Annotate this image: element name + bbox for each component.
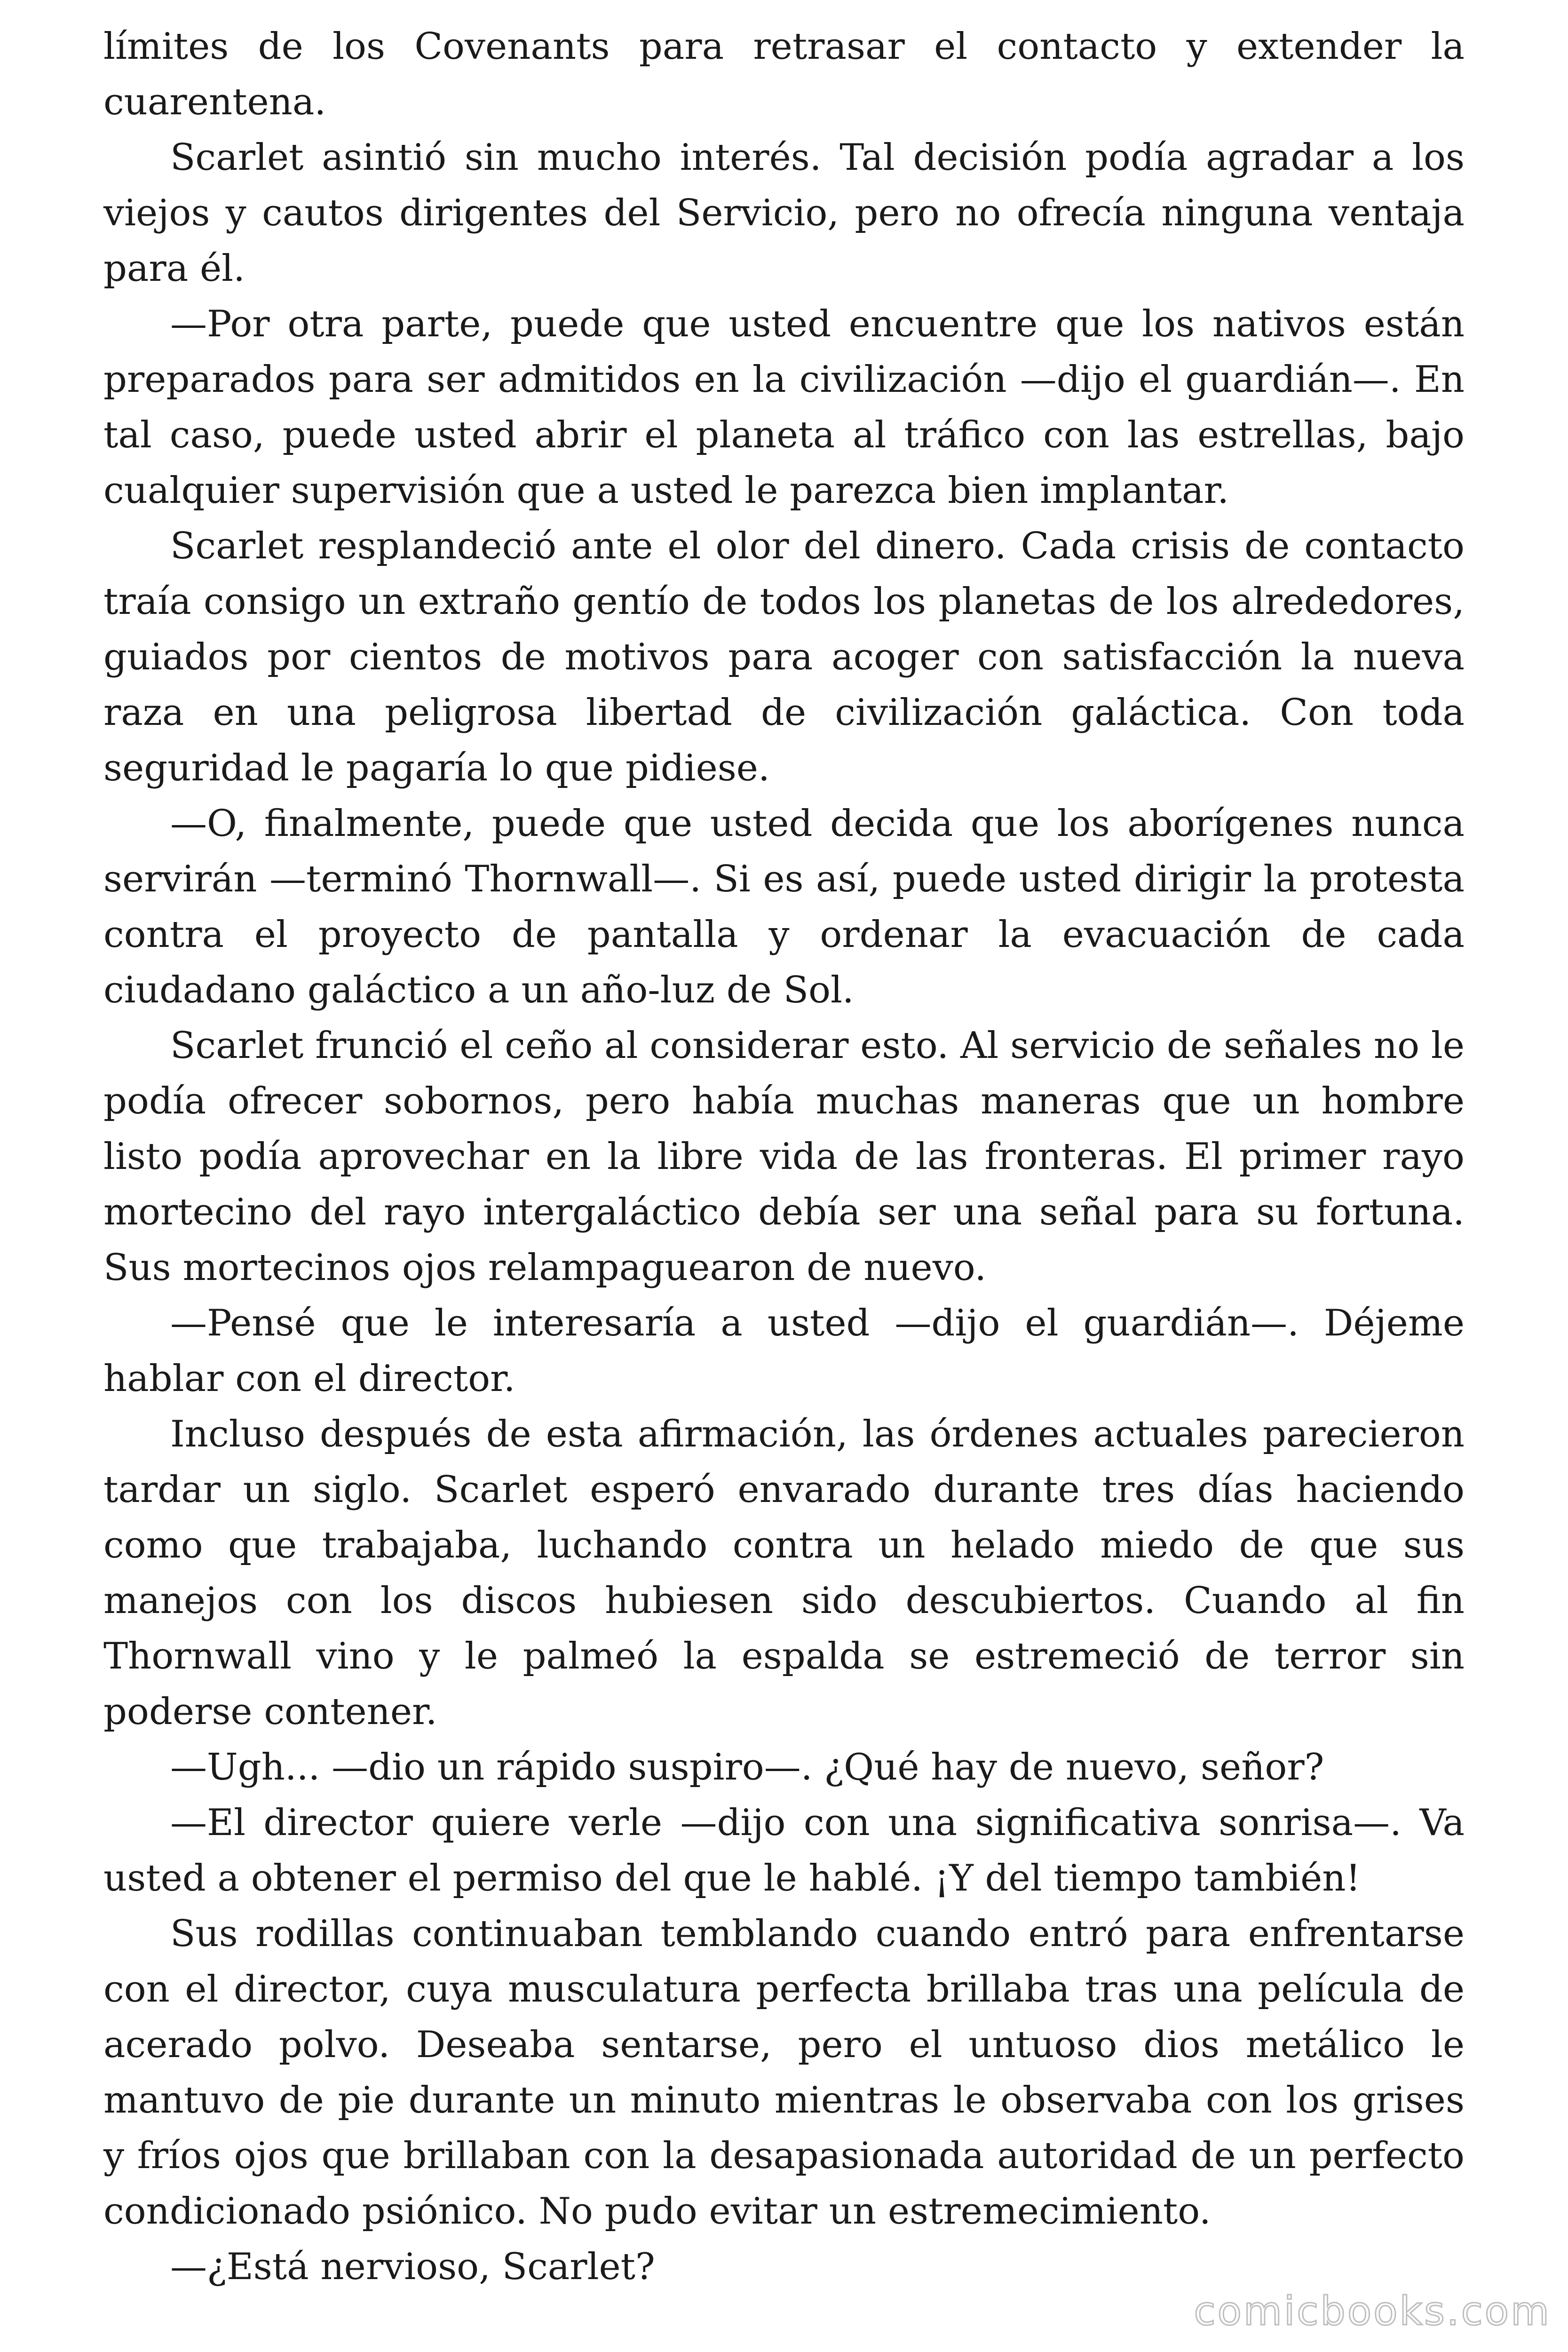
paragraph-dialogue: —O, finalmente, puede que usted decida que los aborígenes nunca servirán —terminó Thornwall—. Si es así, puede usted dirigir la protesta contra el proyecto de pantalla y ordenar la evacuación de cada ciudadano galáctico a un año-luz de Sol.: [103, 803, 1465, 1011]
paragraph-dialogue: —Por otra parte, puede que usted encuentre que los nativos están preparados para ser admitidos en la civilización —dijo el guardián—. En tal caso, puede usted abrir el planeta al tráfico con las estrellas, bajo cualquier supervisión que a usted le parezca bien implantar.: [103, 303, 1465, 512]
paragraph: Incluso después de esta afirmación, las órdenes actuales parecieron tardar un siglo. Scarlet esperó envarado durante tres días haciendo como que trabajaba, luchando contra un helado miedo de que sus manejos con los discos hubiesen sido descubiertos. Cuando al fin Thornwall vino y le palmeó la espalda se estremeció de terror sin poderse contener.: [103, 1413, 1465, 1733]
paragraph-continuation: límites de los Covenants para retrasar el contacto y extender la cuarentena.: [103, 25, 1465, 123]
paragraph-dialogue: —Ugh... —dio un rápido suspiro—. ¿Qué hay de nuevo, señor?: [170, 1746, 1324, 1788]
paragraph: Scarlet resplandeció ante el olor del dinero. Cada crisis de contacto traía consigo un extraño gentío de todos los planetas de los alrededores, guiados por cientos de motivos para acoger con satisfacción la nueva raza en una peligrosa libertad de civilización galáctica. Con toda seguridad le pagaría lo que pidiese.: [103, 525, 1465, 789]
watermark-logo: comicbooks.com: [1194, 2288, 1551, 2334]
paragraph: Sus rodillas continuaban temblando cuando entró para enfrentarse con el director, cuya musculatura perfecta brillaba tras una película de acerado polvo. Deseaba sentarse, pero el untuoso dios metálico le mantuvo de pie durante un minuto mientras le observaba con los grises y fríos ojos que brillaban con la desapasionada autoridad de un perfecto condicionado psiónico. No pudo evitar un estremecimiento.: [103, 1913, 1465, 2233]
paragraph: Scarlet frunció el ceño al considerar esto. Al servicio de señales no le podía ofrecer sobornos, pero había muchas maneras que un hombre listo podía aprovechar en la libre vida de las fronteras. El primer rayo mortecino del rayo intergaláctico debía ser una señal para su fortuna. Sus mortecinos ojos relampaguearon de nuevo.: [103, 1025, 1465, 1289]
paragraph: Scarlet asintió sin mucho interés. Tal decisión podía agradar a los viejos y cautos dirigentes del Servicio, pero no ofrecía ninguna ventaja para él.: [103, 136, 1465, 290]
paragraph-dialogue: —¿Está nervioso, Scarlet?: [170, 2246, 655, 2288]
paragraph-dialogue: —El director quiere verle —dijo con una significativa sonrisa—. Va usted a obtener el permiso del que le hablé. ¡Y del tiempo también!: [103, 1802, 1465, 1899]
book-page-body: [103, 19, 1465, 2295]
paragraph-dialogue: —Pensé que le interesaría a usted —dijo el guardián—. Déjeme hablar con el director.: [103, 1302, 1465, 1400]
